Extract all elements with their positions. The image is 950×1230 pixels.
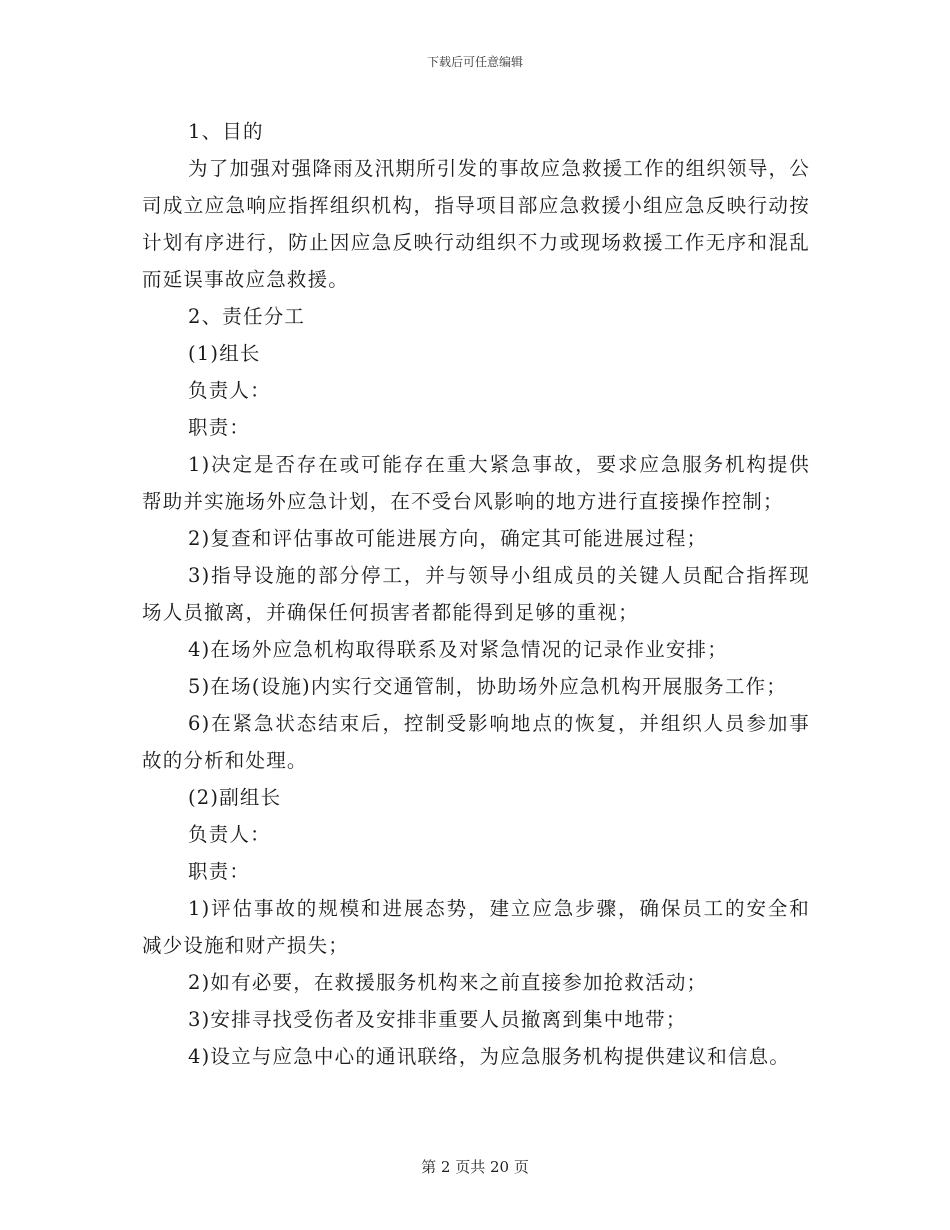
purpose-paragraph: 为了加强对强降雨及汛期所引发的事故应急救援工作的组织领导，公司成立应急响应指挥组织机构，指导项目部应急救援小组应急反映行动按计划有序进行，防止因应急反映行动组织不力或现场救援工作无序和混乱而延误事故应急救援。	[142, 157, 810, 291]
leader-duty-item: 4)在场外应急机构取得联系及对紧急情况的记录作业安排；	[188, 638, 728, 661]
leader-duty-item: 6)在紧急状态结束后，控制受影响地点的恢复，并组织人员参加事故的分析和处理。	[142, 712, 810, 772]
page-header: 下载后可任意编辑	[426, 55, 523, 69]
deputy-person-in-charge: 负责人：	[188, 823, 271, 846]
document-body	[142, 113, 810, 1075]
deputy-duty-item: 3)安排寻找受伤者及安排非重要人员撤离到集中地带；	[188, 1008, 687, 1031]
leader-duty-item: 2)复查和评估事故可能进展方向，确定其可能进展过程；	[188, 527, 708, 550]
deputy-duties-label: 职责：	[188, 860, 251, 883]
section-heading-purpose: 1、目的	[188, 120, 264, 143]
deputy-duty-item: 2)如有必要，在救援服务机构来之前直接参加抢救活动；	[188, 971, 708, 994]
deputy-duty-item: 1)评估事故的规模和进展态势，建立应急步骤，确保员工的安全和减少设施和财产损失；	[142, 897, 810, 957]
leader-person-in-charge: 负责人：	[188, 379, 271, 402]
deputy-duty-item: 4)设立与应急中心的通讯联络，为应急服务机构提供建议和信息。	[188, 1045, 791, 1068]
leader-duties-label: 职责：	[188, 416, 251, 439]
subheading-deputy-leader: (2)副组长	[188, 786, 282, 809]
leader-duty-item: 3)指导设施的部分停工，并与领导小组成员的关键人员配合指挥现场人员撤离，并确保任何损害者都能得到足够的重视；	[142, 564, 810, 624]
section-heading-responsibilities: 2、责任分工	[188, 305, 306, 328]
page-footer: 第 2 页共 20 页	[421, 1158, 529, 1176]
leader-duty-item: 5)在场(设施)内实行交通管制，协助场外应急机构开展服务工作；	[188, 675, 787, 698]
leader-duty-item: 1)决定是否存在或可能存在重大紧急事故，要求应急服务机构提供帮助并实施场外应急计划，在不受台风影响的地方进行直接操作控制；	[142, 453, 810, 513]
subheading-team-leader: (1)组长	[188, 342, 261, 365]
